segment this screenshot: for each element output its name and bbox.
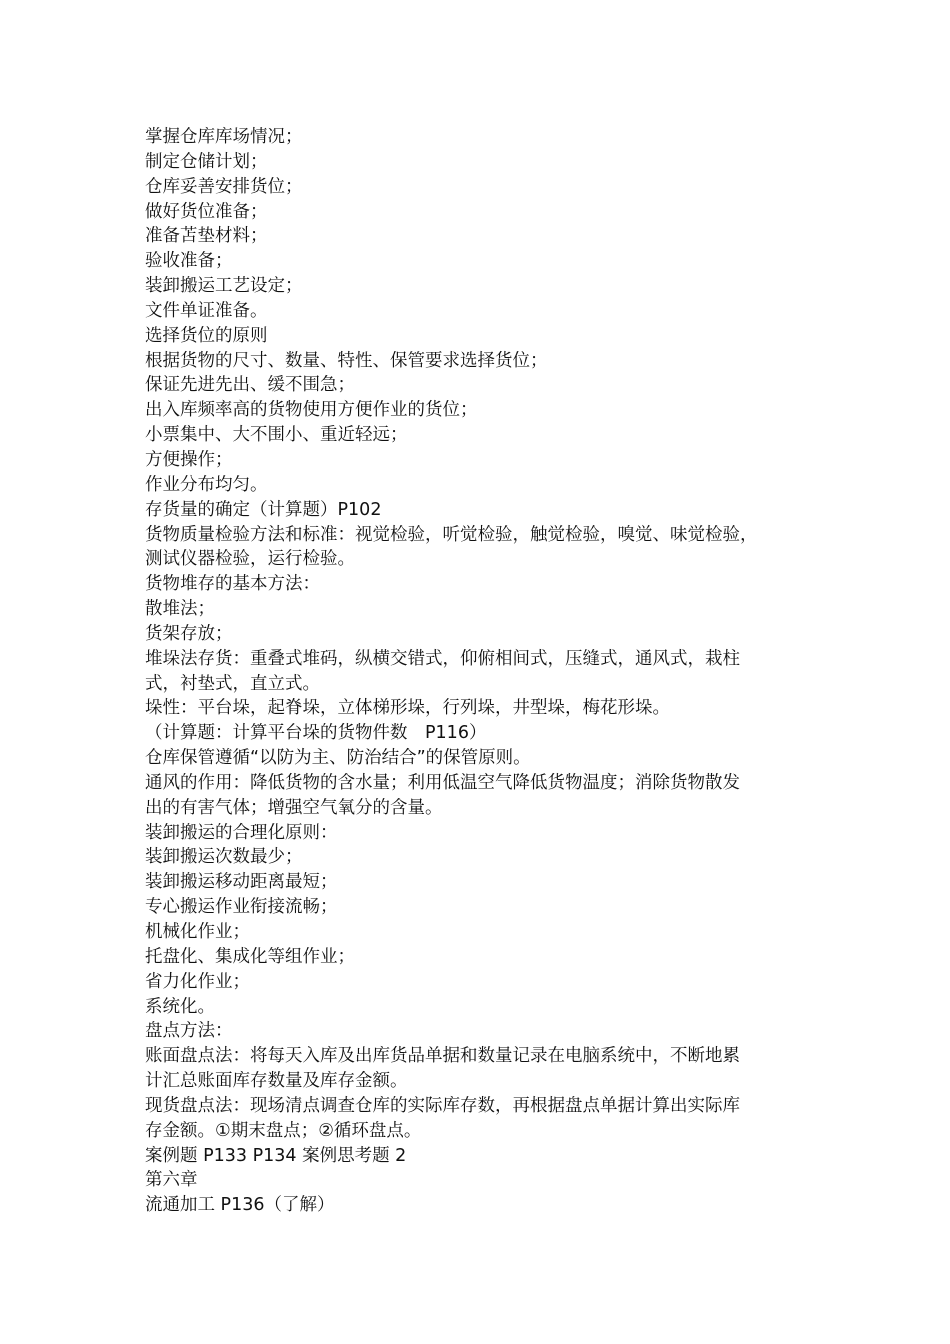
section-heading: 货物堆存的基本方法： (145, 574, 320, 595)
text-line: 制定仓储计划； (145, 151, 268, 172)
section-heading: 装卸搬运的合理化原则： (145, 822, 338, 843)
text-line: 测试仪器检验，运行检验。 (145, 549, 355, 570)
text-line: 准备苫垫材料； (145, 226, 268, 247)
text-line: 账面盘点法：将每天入库及出库货品单据和数量记录在电脑系统中，不断地累 (145, 1046, 740, 1067)
text-line: 做好货位准备； (145, 201, 268, 222)
chapter-heading: 第六章 (145, 1170, 198, 1191)
text-line: 现货盘点法：现场清点调查仓库的实际库存数，再根据盘点单据计算出实际库 (145, 1095, 740, 1116)
text-line: 托盘化、集成化等组作业； (145, 946, 355, 967)
text-line: 系统化。 (145, 996, 215, 1017)
section-heading: 盘点方法： (145, 1021, 233, 1042)
text-line: 省力化作业； (145, 971, 250, 992)
text-line: 计汇总账面库存数量及库存金额。 (145, 1071, 408, 1092)
text-line: 保证先进先出、缓不围急； (145, 375, 355, 396)
text-line: 式，衬垫式，直立式。 (145, 673, 320, 694)
text-line: 装卸搬运移动距离最短； (145, 872, 338, 893)
text-line: 仓库保管遵循“以防为主、防治结合”的保管原则。 (145, 748, 531, 769)
text-line: 散堆法； (145, 599, 215, 620)
text-line: 出的有害气体；增强空气氧分的含量。 (145, 797, 443, 818)
text-line: 装卸搬运工艺设定； (145, 276, 303, 297)
text-line: 堆垛法存货：重叠式堆码，纵横交错式，仰俯相间式，压缝式，通风式，栽柱 (145, 648, 740, 669)
text-line: 案例题 P133 P134 案例思考题 2 (145, 1145, 407, 1166)
text-line: 根据货物的尺寸、数量、特性、保管要求选择货位； (145, 350, 548, 371)
text-line: 货架存放； (145, 623, 233, 644)
text-line: 货物质量检验方法和标准：视觉检验，听觉检验，触觉检验，嗅觉、味觉检验， (145, 524, 758, 545)
section-heading: 流通加工 P136（了解） (145, 1195, 335, 1216)
text-line: （计算题：计算平台垛的货物件数 P116） (145, 723, 487, 744)
text-line: 装卸搬运次数最少； (145, 847, 303, 868)
text-line: 存金额。①期末盘点；②循环盘点。 (145, 1120, 422, 1141)
section-heading: 选择货位的原则 (145, 325, 268, 346)
text-line: 通风的作用：降低货物的含水量；利用低温空气降低货物温度；消除货物散发 (145, 772, 740, 793)
text-line: 文件单证准备。 (145, 300, 268, 321)
text-line: 机械化作业； (145, 922, 250, 942)
text-line: 验收准备； (145, 251, 233, 272)
text-line: 出入库频率高的货物使用方便作业的货位； (145, 400, 478, 421)
text-line: 方便操作； (145, 449, 233, 470)
text-line: 掌握仓库库场情况； (145, 127, 303, 147)
text-line: 仓库妥善安排货位； (145, 176, 303, 197)
text-line: 专心搬运作业衔接流畅； (145, 897, 338, 918)
text-line: 垛性：平台垛，起脊垛，立体梯形垛，行列垛，井型垛，梅花形垛。 (145, 698, 670, 719)
text-line: 作业分布均匀。 (145, 474, 268, 495)
document-body (145, 125, 815, 1218)
text-line: 小票集中、大不围小、重近轻远； (145, 425, 408, 446)
section-heading: 存货量的确定（计算题）P102 (145, 499, 382, 520)
